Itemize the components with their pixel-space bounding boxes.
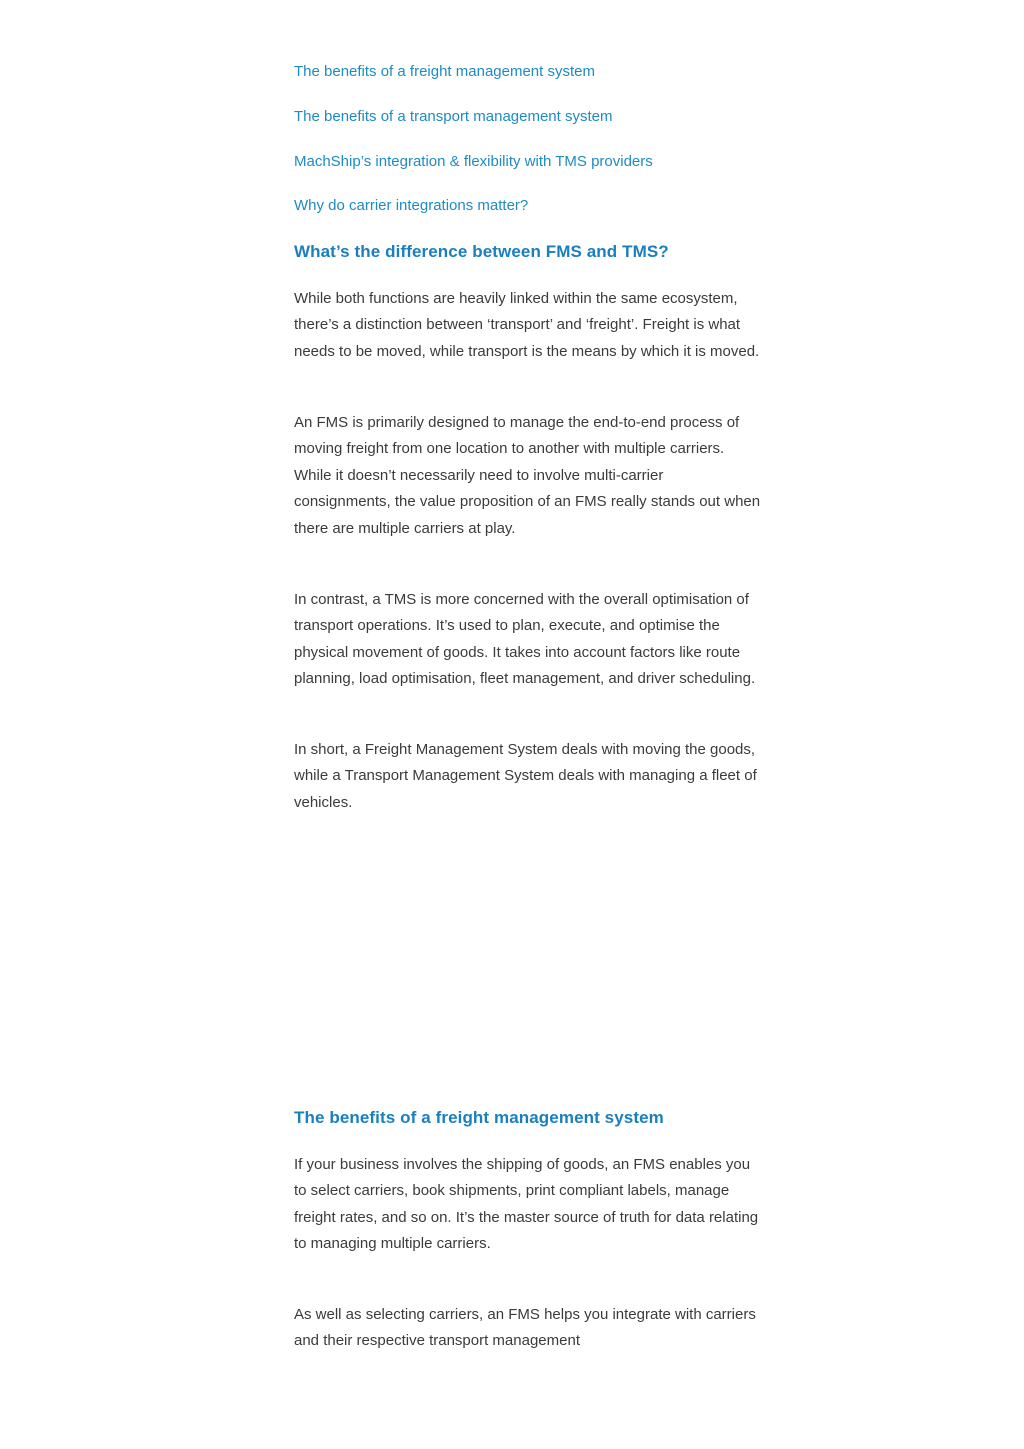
paragraph: In short, a Freight Management System deals with moving the goods, while a Transport Management System deals with managing a fleet of vehicles.: [294, 741, 757, 811]
toc-link-tms-benefits[interactable]: The benefits of a transport management system: [294, 108, 613, 125]
blank-spacer: [294, 825, 764, 1085]
paragraph: If your business involves the shipping of goods, an FMS enables you to select carriers, book shipments, print compliant labels, manage freight rates, and so on. It’s the master source of truth for data relating to managing multiple carriers.: [294, 1156, 759, 1253]
paragraph: An FMS is primarily designed to manage the end-to-end process of moving freight from one location to another with multiple carriers. While it doesn’t necessarily need to involve multi-carrier consignments, the value proposition of an FMS really stands out when there are multiple carriers at play.: [294, 414, 761, 537]
section-heading-fms-benefits: The benefits of a freight management system: [294, 1108, 664, 1127]
toc-link-machship-integration[interactable]: MachShip’s integration & flexibility with TMS providers: [294, 153, 653, 170]
paragraph: As well as selecting carriers, an FMS helps you integrate with carriers and their respective transport management: [294, 1306, 756, 1350]
toc-link-carrier-integrations[interactable]: Why do carrier integrations matter?: [294, 197, 529, 214]
paragraph: In contrast, a TMS is more concerned with the overall optimisation of transport operations. It’s used to plan, execute, and optimise the physical movement of goods. It takes into account factors like route planning, load optimisation, fleet management, and driver scheduling.: [294, 591, 756, 688]
toc-link-fms-benefits[interactable]: The benefits of a freight management system: [294, 63, 595, 80]
paragraph: While both functions are heavily linked within the same ecosystem, there’s a distinction between ‘transport’ and ‘freight’. Freight is what needs to be moved, while transport is the means by which it is moved.: [294, 290, 760, 360]
section-heading-fms-vs-tms: What’s the difference between FMS and TMS?: [294, 242, 669, 261]
